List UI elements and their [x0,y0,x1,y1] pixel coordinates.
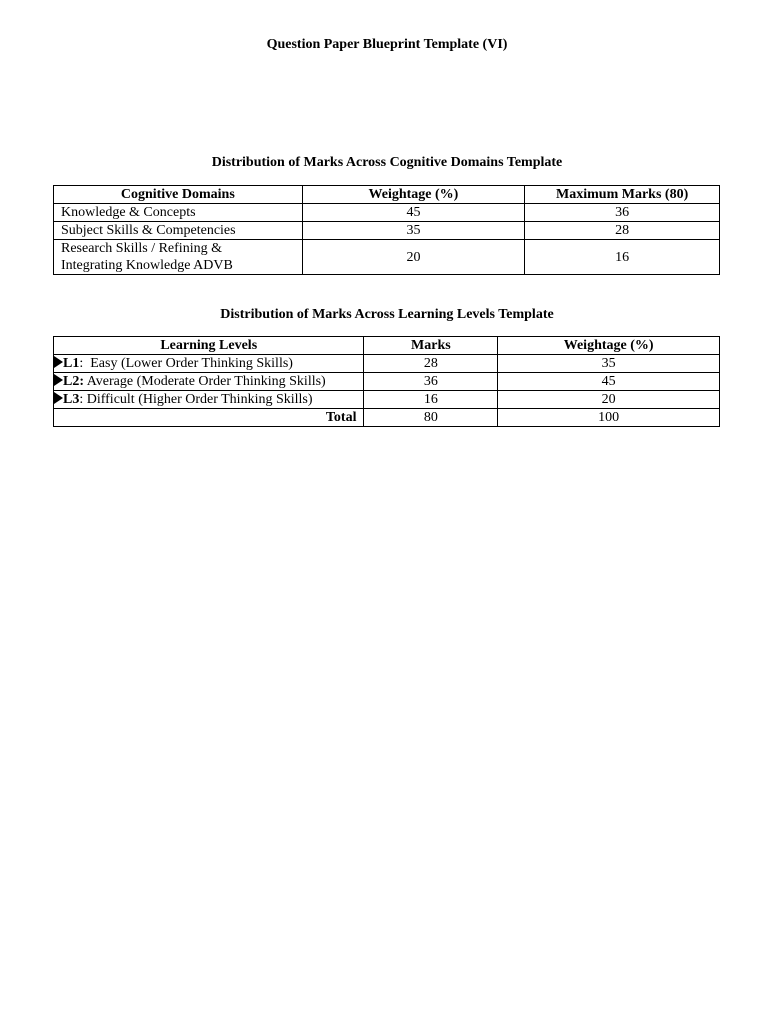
total-marks: 80 [364,409,498,427]
level-cell [54,391,364,409]
level-code: L1 [63,356,80,371]
marks-cell: 28 [364,355,498,373]
cognitive-table-title: Distribution of Marks Across Cognitive Domains Template [211,155,563,170]
marks-cell: 36 [364,373,498,391]
level-desc: Difficult (Higher Order Thinking Skills) [86,392,313,407]
levels-table-title: Distribution of Marks Across Learning Levels Template [220,307,554,322]
table-row [54,204,720,222]
column-header: Maximum Marks (80) [525,186,720,204]
arrow-bullet-icon [54,374,63,386]
total-row [54,409,720,427]
level-desc: Average (Moderate Order Thinking Skills) [86,374,326,389]
marks-cell: 36 [525,204,720,222]
level-sep: : [79,392,87,407]
table-header-row [54,186,720,204]
level-sep: : [79,356,91,371]
level-code: L3 [63,392,80,407]
column-header: Weightage (%) [302,186,525,204]
level-desc: Easy (Lower Order Thinking Skills) [90,356,293,371]
total-weightage: 100 [498,409,720,427]
level-cell [54,373,364,391]
domain-cell [54,240,303,275]
table-row [54,240,720,275]
table-row [54,222,720,240]
column-header: Marks [364,337,498,355]
column-header: Weightage (%) [498,337,720,355]
learning-levels-table [53,336,720,427]
marks-cell: 16 [364,391,498,409]
domain-cell: Subject Skills & Competencies [54,222,303,240]
column-header: Learning Levels [54,337,364,355]
domain-cell: Knowledge & Concepts [54,204,303,222]
table-row [54,373,720,391]
cognitive-domains-table [53,185,720,275]
domain-line: Integrating Knowledge ADVB [61,258,233,273]
level-cell [54,355,364,373]
table-header-row [54,337,720,355]
marks-cell: 28 [525,222,720,240]
table-row [54,391,720,409]
weightage-cell: 20 [498,391,720,409]
weightage-cell: 20 [302,240,525,275]
arrow-bullet-icon [54,392,63,404]
weightage-cell: 35 [498,355,720,373]
domain-line: Research Skills / Refining & [61,241,222,256]
document-title: Question Paper Blueprint Template (VI) [266,37,508,52]
arrow-bullet-icon [54,356,63,368]
weightage-cell: 35 [302,222,525,240]
weightage-cell: 45 [302,204,525,222]
total-label: Total [54,409,364,427]
weightage-cell: 45 [498,373,720,391]
level-code: L2: [63,374,84,389]
marks-cell: 16 [525,240,720,275]
table-row [54,355,720,373]
column-header: Cognitive Domains [54,186,303,204]
